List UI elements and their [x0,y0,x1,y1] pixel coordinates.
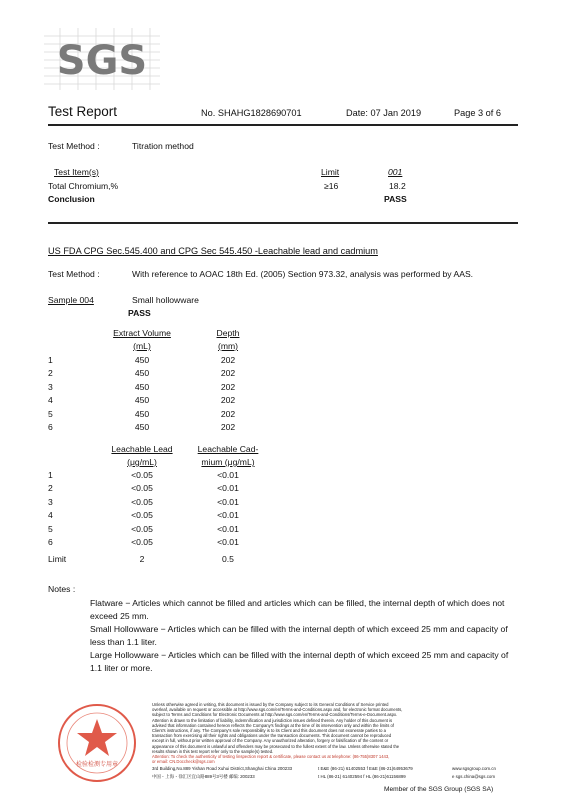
terms-line: results shown in this test report refer only to the sample(s) tested. [152,748,274,754]
col-leachable-cadmium: Leachable Cad- [197,444,259,454]
leachable-cell-a: <0.05 [131,537,153,547]
col-leachable-lead-unit: (μg/mL) [127,457,157,467]
leachable-row-number: 3 [48,496,53,507]
extract-cell-a: 450 [134,368,150,379]
conclusion-label: Conclusion [48,194,95,204]
col-extract-volume: Extract Volume [113,328,171,338]
attention-email: or email: CN.Doccheck@sgs.com [152,759,215,764]
col-limit: Limit [321,167,340,177]
note-small-hollowware: Small Hollowware − Articles which can be filled with the internal depth of which exceed 25 mm and capacity of less than 1.1 liter. [90,624,508,647]
col-leachable-lead: Leachable Lead [111,444,173,454]
col-leachable-cadmium-unit: mium (μg/mL) [201,457,255,467]
limit-label: Limit [48,554,67,564]
extract-cell-a: 450 [134,422,150,432]
website-link[interactable]: www.sgsgroup.com.cn [452,766,496,771]
extract-cell-a: 450 [134,408,150,419]
col-depth-unit: (mm) [217,341,239,351]
extract-cell-a: 450 [134,381,150,392]
row-item-chromium: Total Chromium,% [48,181,119,191]
seal-stamp-text: 检验检测专用章 [75,761,119,768]
leachable-row-number: 6 [48,537,53,547]
page-number: Page 3 of 6 [454,108,501,118]
section-heading-fda: US FDA CPG Sec.545.400 and CPG Sec 545.450 -Leachable lead and cadmium [48,246,378,256]
col-test-items: Test Item(s) [54,167,99,177]
leachable-cell-a: <0.05 [131,523,153,534]
terms-line: except in full, without prior written approval of the Company. Any unauthorized alteration, forgery or falsification of the content or [152,738,389,744]
leachable-cell-a: <0.05 [131,510,153,521]
leachable-cell-a: <0.05 [131,483,153,494]
notes-label: Notes : [48,584,76,594]
extract-cell-b: 202 [220,422,236,432]
extract-cell-b: 202 [220,368,236,379]
row-value-chromium: 18.2 [389,181,406,191]
terms-line: advised that information contained hereon reflects the Company's findings at the time of its intervention only and within the limits of [152,722,394,728]
tel-hl: t HL (86-21) 61402594 f HL (86-21)61156899 [318,774,406,779]
leachable-cell-b: <0.01 [217,537,239,547]
note-large-hollowware: Large Hollowware − Articles which can be filled with the internal depth of which exceed 25 mm and capacity of 1.1 liter or more. [90,650,509,673]
report-title: Test Report [48,104,118,119]
test-method-value: Titration method [132,141,194,151]
leachable-cell-a: <0.05 [131,470,153,480]
extract-cell-b: 202 [220,395,236,406]
extract-cell-b: 202 [220,381,236,392]
terms-line: subject to Terms and Conditions for Electronic Documents at http://www.sgs.com/en/Terms-and-Conditions/Terms-e-Document.aspx. [152,712,398,718]
leachable-row-number: 5 [48,523,53,534]
terms-line: Unless otherwise agreed in writing, this document is issued by the Company subject to its General Conditions of Service printed [152,702,389,707]
sgs-logo [44,28,160,90]
extract-cell-b: 202 [220,355,236,365]
extract-row-number: 3 [48,381,53,392]
leachable-cell-b: <0.01 [217,510,239,521]
limit-lead: 2 [139,554,145,564]
test-method-label: Test Method : [48,141,100,151]
extract-row-number: 4 [48,395,53,406]
leachable-cell-b: <0.01 [217,483,239,494]
extract-cell-b: 202 [220,408,236,419]
member-line: Member of the SGS Group (SGS SA) [384,786,494,793]
leachable-cell-b: <0.01 [217,496,239,507]
sample-description: Small hollowware [132,295,199,305]
terms-line: Attention is drawn to the limitation of liability, indemnification and jurisdiction issues defined therein. Any holder of this document is [152,717,393,723]
col-extract-volume-unit: (mL) [133,341,151,351]
report-date: Date: 07 Jan 2019 [346,108,422,118]
test-method-value-2: With reference to AOAC 18th Ed. (2005) Section 973.32, analysis was performed by AAS. [132,269,474,279]
sample-label: Sample 004 [48,295,94,305]
limit-cadmium: 0.5 [222,554,234,564]
sgs-logo-text: SGS [56,38,148,84]
tel-ee: t E&E (86-21) 61402553 f E&E (86-21)64953679 [318,766,413,771]
terms-line: transaction from exercising all their rights and obligations under the transaction documents. This document cannot be reproduced [152,733,392,739]
extract-row-number: 5 [48,408,53,419]
terms-line: appearance of this document is unlawful and offenders may be prosecuted to the fullest extent of the law. Unless otherwise stated the [152,743,400,749]
attention-line: Attention: To check the authenticity of testing /inspection report & certificate, please contact us at telephone: (86-755)8307 1443, [152,754,390,759]
extract-row-number: 6 [48,422,53,432]
terms-line: overleaf, available on request or accessible at http://www.sgs.com/en/Terms-and-Conditions.aspx and, for electronic format documents, [152,707,403,713]
col-depth: Depth [216,328,240,338]
seal-stamp-icon [56,702,138,784]
header-rule [48,124,518,126]
row-limit-chromium: ≥16 [324,181,339,191]
extract-row-number: 2 [48,368,53,379]
note-flatware: Flatware − Articles which cannot be filled and articles which can be filled, the internal depth of which does not exceed 25 mm. [90,598,505,621]
address-cn: 中国・上海・徐汇区宜山路889号3号楼 邮编: 200233 [152,774,255,779]
leachable-row-number: 2 [48,483,53,494]
sample-result: PASS [128,308,151,318]
test-method-label-2: Test Method : [48,269,100,279]
leachable-cell-b: <0.01 [217,523,239,534]
terms-line: Client's instructions, if any. The Company's sole responsibility is to its Client and this document does not exonerate parties to a [152,728,386,733]
leachable-row-number: 4 [48,510,53,521]
conclusion-value: PASS [384,194,407,204]
email-link[interactable]: e sgs.china@sgs.com [452,774,496,779]
col-sample-001: 001 [388,167,403,177]
leachable-row-number: 1 [48,470,53,480]
address-en: 3rd Building,No.889 Yishan Road Xuhui District,Shanghai China 200233 [152,766,293,771]
leachable-cell-a: <0.05 [131,496,153,507]
extract-cell-a: 450 [134,395,150,406]
report-number: No. SHAHG1828690701 [201,108,302,118]
extract-row-number: 1 [48,355,53,365]
extract-cell-a: 450 [134,355,150,365]
leachable-cell-b: <0.01 [217,470,239,480]
section-rule [48,222,518,224]
